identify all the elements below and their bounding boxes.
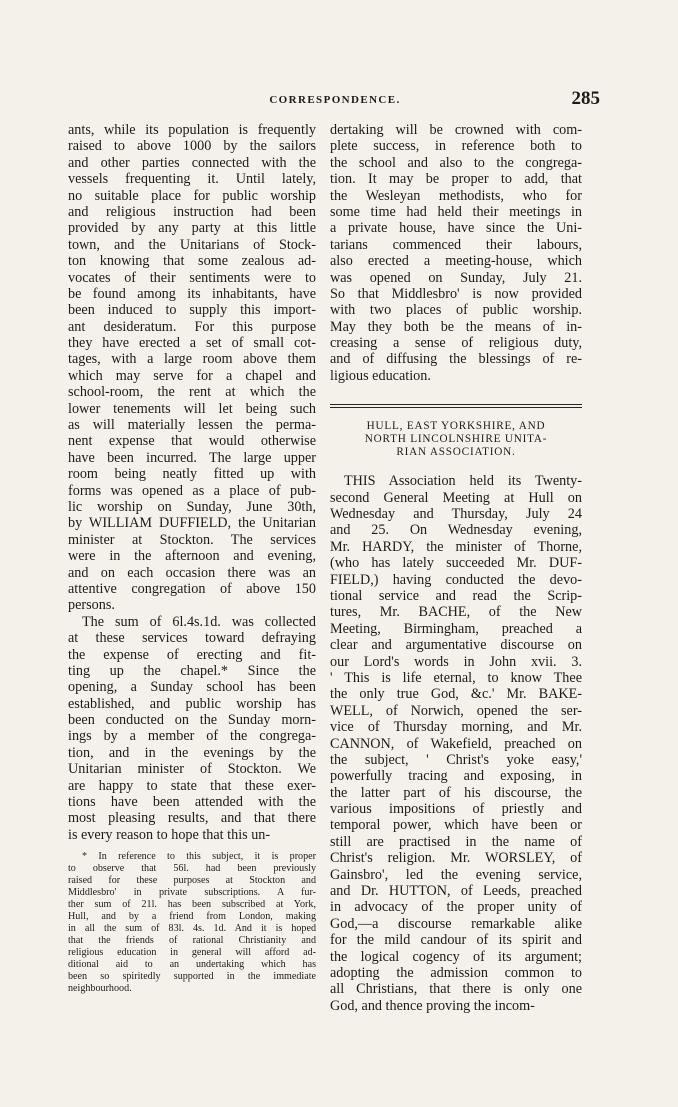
text-line: God,—a discourse remarkable alike <box>330 915 582 932</box>
text-line: persons. <box>68 597 115 614</box>
footnote-line: neighbourhood. <box>68 983 132 995</box>
text-line: most pleasing results, and that there <box>68 810 316 827</box>
text-line: vocates of their sentiments were to <box>68 269 316 286</box>
text-line: adopting the admission common to <box>330 964 582 981</box>
footnote <box>68 851 316 995</box>
text-line: CANNON, of Wakefield, preached on <box>330 735 582 752</box>
text-line: (who has lately succeeded Mr. DUF- <box>330 555 582 572</box>
footnote-line: * In reference to this subject, it is proper <box>82 851 316 863</box>
heading-line: NORTH LINCOLNSHIRE UNITA- <box>364 433 548 446</box>
footnote-line: been so spiritedly supported in the immediate <box>68 971 316 983</box>
text-line: dertaking will be crowned with com- <box>330 122 582 138</box>
text-line: tion, and in the evenings by the <box>68 744 316 761</box>
footnote-line: raised for these purposes at Stockton and <box>68 875 316 887</box>
text-line: clear and argumentative discourse on <box>330 637 582 654</box>
text-line: The sum of 6l.4s.1d. was collected <box>82 613 316 630</box>
text-line: was opened on Sunday, July 21. <box>330 269 582 286</box>
text-line: vice of Thursday morning, and Mr. <box>330 719 582 736</box>
running-title: CORRESPONDENCE. <box>269 94 401 106</box>
text-line: room being neatly fitted up with <box>68 466 316 483</box>
text-line: the school and also to the congrega- <box>330 154 582 171</box>
text-line: and of diffusing the blessings of re- <box>330 351 582 368</box>
right-column-body <box>330 473 582 1014</box>
right-column-top-text <box>330 122 582 384</box>
text-line: temporal power, which have been or <box>330 817 582 834</box>
text-line: ants, while its population is frequently <box>68 122 316 138</box>
text-line: and Dr. HUTTON, of Leeds, preached <box>330 883 582 900</box>
text-line: ting up the chapel.* Since the <box>68 662 316 679</box>
section-divider <box>330 404 582 408</box>
text-line: God, and thence proving the incom- <box>330 997 535 1014</box>
footnote-line: that the friends of rational Christianity and <box>68 935 316 947</box>
text-line: ings by a member of the congrega- <box>68 728 316 745</box>
left-column-body <box>68 122 316 843</box>
text-line: forms was opened as a place of pub- <box>68 482 316 499</box>
text-line: and other parties connected with the <box>68 154 316 171</box>
text-line: tions have been attended with the <box>68 794 316 811</box>
text-line: by WILLIAM DUFFIELD, the Unitarian <box>68 515 316 532</box>
footnote-line: in all the sum of 83l. 4s. 1d. And it is hoped <box>68 923 316 935</box>
footnote-line: ditional aid to an undertaking which has <box>68 959 316 971</box>
text-line: attentive congregation of above 150 <box>68 580 316 597</box>
text-line: have been incurred. The large upper <box>68 449 316 466</box>
page-number: 285 <box>571 88 600 109</box>
text-line: tages, with a large room above them <box>68 351 316 368</box>
section-heading <box>330 420 582 459</box>
text-line: lic worship on Sunday, June 30th, <box>68 498 316 515</box>
heading-line: RIAN ASSOCIATION. <box>396 446 516 459</box>
text-line: tarians commenced their labours, <box>330 236 582 253</box>
text-line: are happy to state that these exer- <box>68 777 316 794</box>
footnote-line: Hull, and by a friend from London, making <box>68 911 316 923</box>
heading-spacer <box>330 459 582 473</box>
text-line: So that Middlesbro' is now provided <box>330 285 582 302</box>
text-line: school-room, the rent at which the <box>68 384 316 401</box>
text-line: Unitarian minister of Stockton. We <box>68 761 316 778</box>
text-line: creasing a sense of religious duty, <box>330 335 582 352</box>
text-line: be found among its inhabitants, have <box>68 285 316 302</box>
text-line: Mr. HARDY, the minister of Thorne, <box>330 538 582 555</box>
text-line: plete success, in reference both to <box>330 138 582 155</box>
text-line: minister at Stockton. The services <box>68 531 316 548</box>
text-line: nent expense that would otherwise <box>68 433 316 450</box>
text-line: ton knowing that some zealous ad- <box>68 253 316 270</box>
text-line: the Wesleyan methodists, who for <box>330 187 582 204</box>
text-line: FIELD,) having conducted the devo- <box>330 571 582 588</box>
text-line: tures, Mr. BACHE, of the New <box>330 604 582 621</box>
text-line: the only true God, &c.' Mr. BAKE- <box>330 686 582 703</box>
text-line: as will materially lessen the perma- <box>68 417 316 434</box>
text-line: been conducted on the Sunday morn- <box>68 712 316 729</box>
left-column <box>68 122 316 995</box>
text-line: in advocacy of the proper unity of <box>330 899 582 916</box>
footnote-line: to observe that 56l. had been previously <box>68 863 316 875</box>
text-line: Christ's religion. Mr. WORSLEY, of <box>330 850 582 867</box>
text-line: been induced to supply this import- <box>68 302 316 319</box>
text-line: provided by any party at this little <box>68 220 316 237</box>
text-line: raised to above 1000 by the sailors <box>68 138 316 155</box>
right-column <box>330 122 582 1014</box>
text-line: also erected a meeting-house, which <box>330 253 582 270</box>
text-line: town, and the Unitarians of Stock- <box>68 236 316 253</box>
text-line: Meeting, Birmingham, preached a <box>330 620 582 637</box>
text-line: second General Meeting at Hull on <box>330 489 582 506</box>
text-line: all Christians, that there is only one <box>330 981 582 998</box>
text-line: May they both be the means of in- <box>330 318 582 335</box>
text-line: at these services toward defraying <box>68 630 316 647</box>
text-line: opening, a Sunday school has been <box>68 679 316 696</box>
footnote-line: ther sum of 21l. has been subscribed at York, <box>68 899 316 911</box>
text-line: Wednesday and Thursday, July 24 <box>330 506 582 523</box>
text-line: with two places of public worship. <box>330 302 582 319</box>
text-line: the subject, ' Christ's yoke easy,' <box>330 751 582 768</box>
text-line: our Lord's words in John xvii. 3. <box>330 653 582 670</box>
text-line: and religious instruction had been <box>68 203 316 220</box>
text-line: tional service and read the Scrip- <box>330 587 582 604</box>
text-line: tion. It may be proper to add, that <box>330 171 582 188</box>
text-line: for the mild candour of its spirit and <box>330 932 582 949</box>
text-line: no suitable place for public worship <box>68 187 316 204</box>
text-line: the expense of erecting and fit- <box>68 646 316 663</box>
footnote-line: religious education in general will afford ad- <box>68 947 316 959</box>
text-line: were in the afternoon and evening, <box>68 548 316 565</box>
text-line: THIS Association held its Twenty- <box>344 473 582 490</box>
text-line: is every reason to hope that this un- <box>68 826 271 843</box>
text-line: established, and public worship has <box>68 695 316 712</box>
text-line: a private house, have since the Uni- <box>330 220 582 237</box>
text-line: lower tenements will let being such <box>68 400 316 417</box>
heading-line: HULL, EAST YORKSHIRE, AND <box>366 420 546 433</box>
text-line: which may serve for a chapel and <box>68 367 316 384</box>
page-header <box>70 88 600 114</box>
footnote-line: Middlesbro' in private subscriptions. A fur- <box>68 887 316 899</box>
text-line: ' This is life eternal, to know Thee <box>330 669 582 686</box>
text-line: still are practised in the name of <box>330 833 582 850</box>
text-line: the latter part of his discourse, the <box>330 784 582 801</box>
text-line: the logical cogency of its argument; <box>330 948 582 965</box>
text-line: Gainsbro', led the evening service, <box>330 866 582 883</box>
text-line: vessels frequenting it. Until lately, <box>68 171 316 188</box>
text-line: various impositions of priestly and <box>330 801 582 818</box>
text-line: WELL, of Norwich, opened the ser- <box>330 702 582 719</box>
text-line: some time had held their meetings in <box>330 203 582 220</box>
text-line: powerfully tracing and exposing, in <box>330 768 582 785</box>
text-line: ant desideratum. For this purpose <box>68 318 316 335</box>
text-line: they have erected a set of small cot- <box>68 335 316 352</box>
text-line: ligious education. <box>330 367 431 384</box>
text-line: and 25. On Wednesday evening, <box>330 522 582 539</box>
text-line: and on each occasion there was an <box>68 564 316 581</box>
